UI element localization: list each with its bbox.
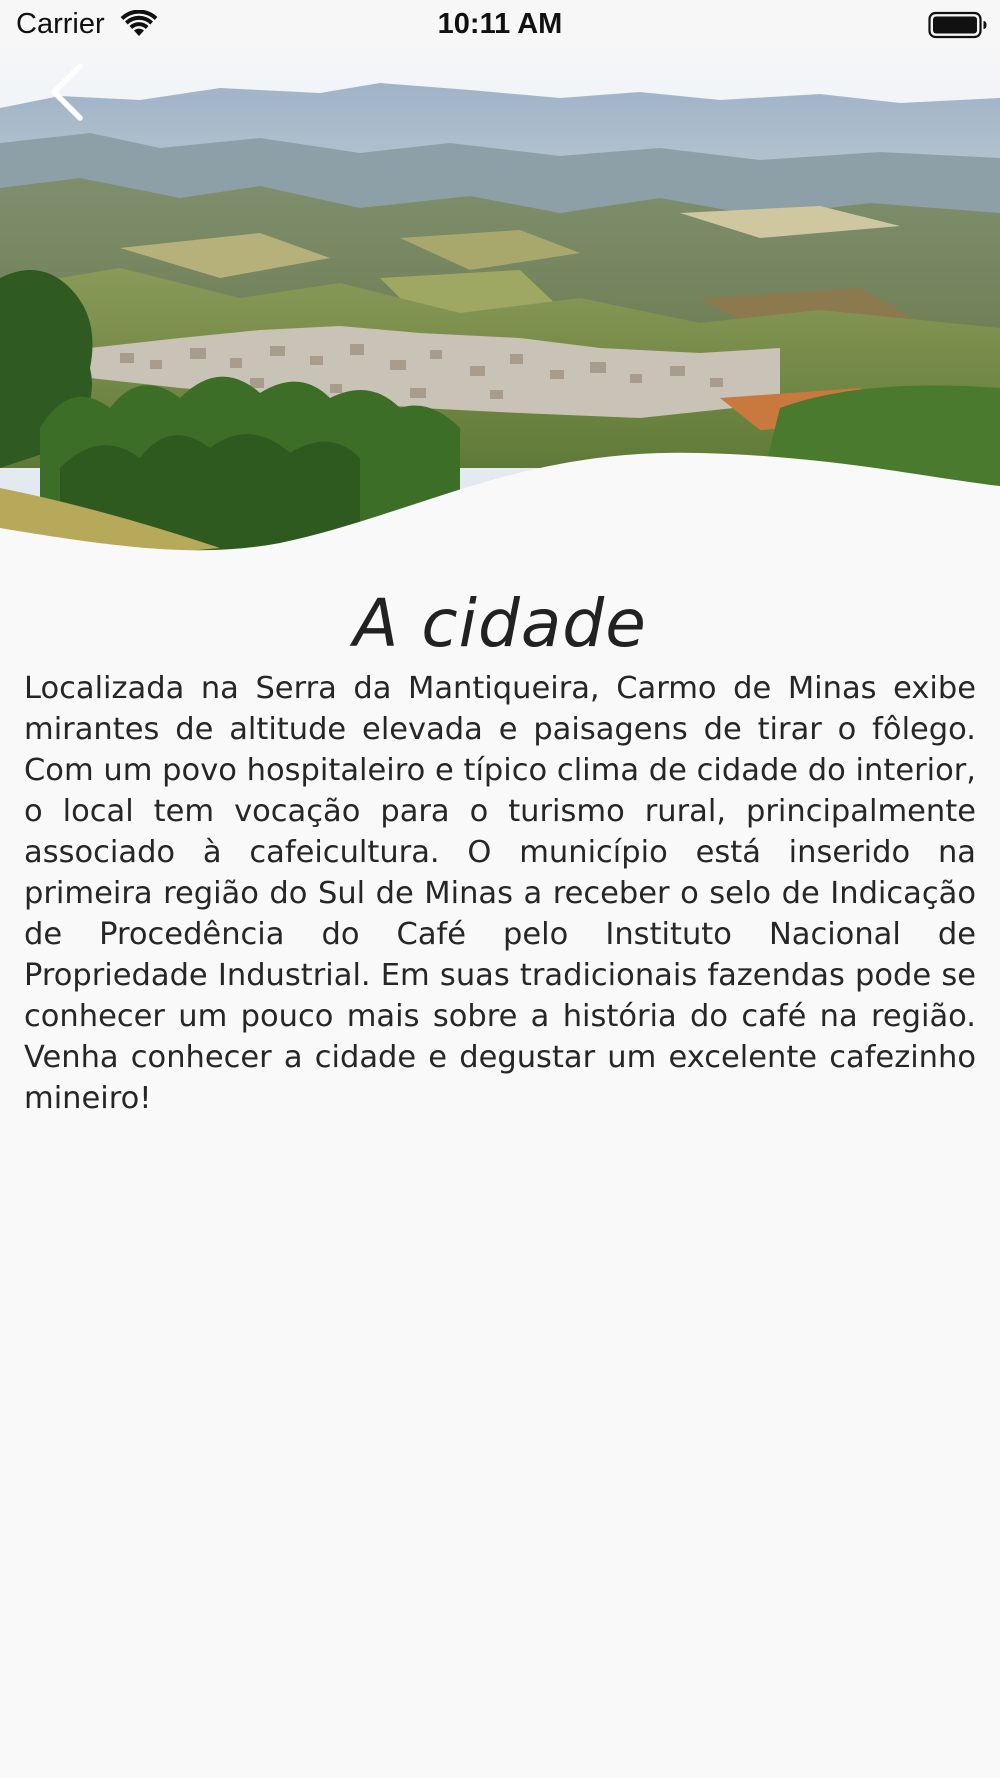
carrier-label: Carrier: [16, 8, 105, 40]
chevron-left-icon: [36, 52, 100, 128]
status-bar: [0, 0, 1000, 48]
battery-icon: [928, 11, 988, 39]
content-section: [24, 580, 976, 1119]
city-description: Localizada na Serra da Mantiqueira, Carmo de Minas exibe mirantes de altitude elevada e paisagens de tirar o fôlego. Com um povo hospitaleiro e típico clima de cidade do interior, o local tem vocação para o turismo rural, principalmente associado à cafeicultura. O município está inserido na primeira região do Sul de Minas a receber o selo de Indicação de Procedência do Café pelo Instituto Nacional de Propriedade Industrial. Em suas tradicionais fazendas pode se conhecer um pouco mais sobre a história do café na região. Venha conhecer a cidade e degustar um excelente cafezinho mineiro!: [24, 671, 976, 1116]
hero-image: [0, 48, 1000, 568]
back-button[interactable]: [36, 52, 100, 128]
status-time: 10:11 AM: [437, 8, 563, 40]
landscape-photo: [0, 48, 1000, 568]
page-title: A cidade: [353, 585, 647, 662]
